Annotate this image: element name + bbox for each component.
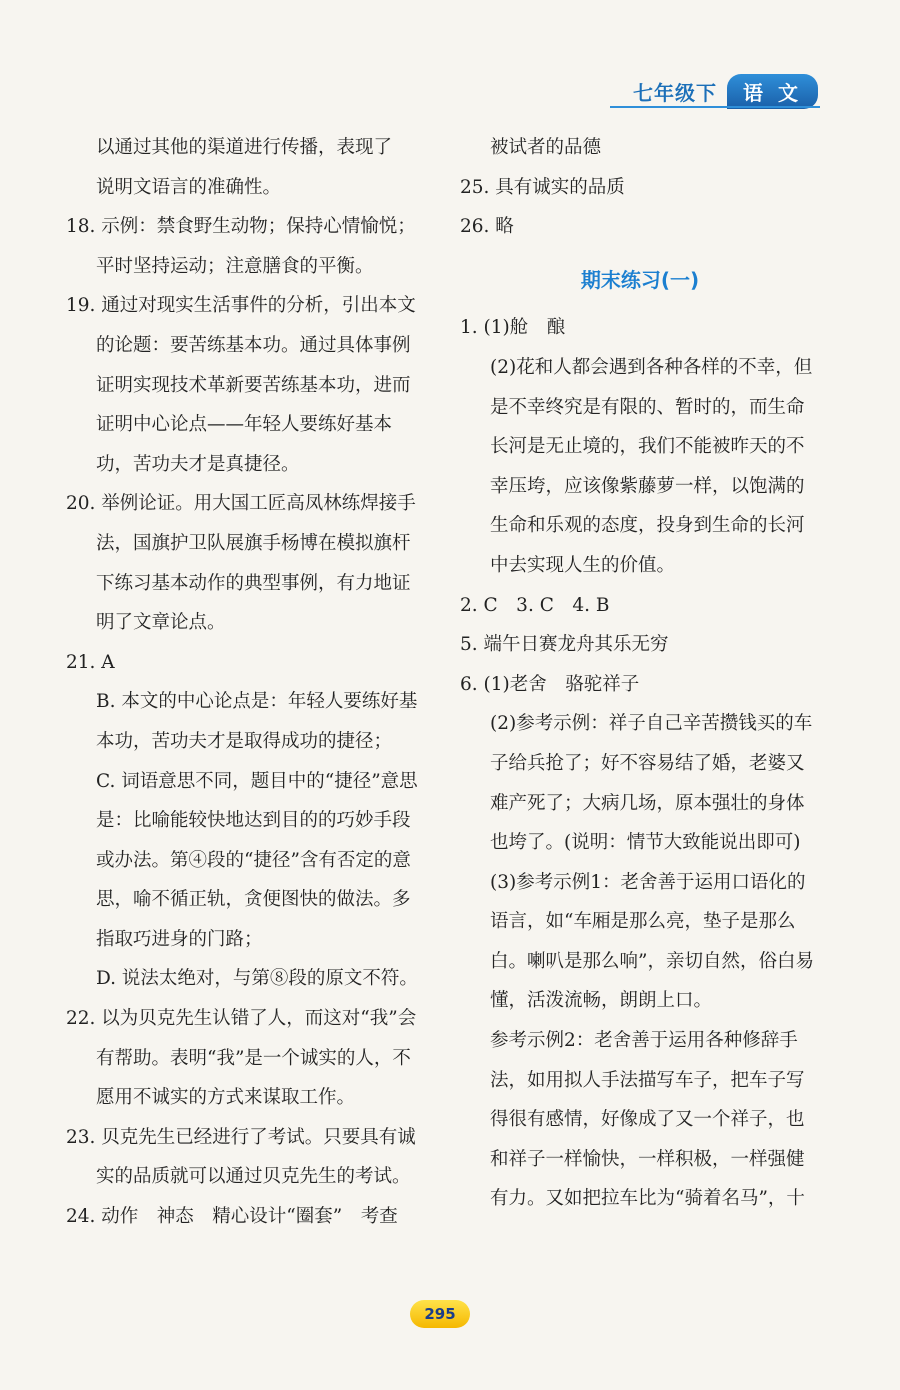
answer-paragraph: 1. (1)舱 酿 xyxy=(460,317,566,339)
answer-paragraph: 21. A xyxy=(66,651,115,673)
answer-paragraph: 25. 具有诚实的品质 xyxy=(460,176,625,198)
left-column xyxy=(66,128,428,1237)
answer-paragraph: (2)花和人都会遇到各种各样的不幸，但是不幸终究是有限的、暂时的，而生命长河是无止境的，我们不能被昨天的不幸压垮，应该像紫藤萝一样，以饱满的生命和乐观的态度，投身到生命的长河中去实现人生的价值。 xyxy=(490,356,813,576)
answer-paragraph: B. 本文的中心论点是：年轻人要练好基本功，苦功夫才是取得成功的捷径； xyxy=(96,691,418,752)
header-rule xyxy=(610,106,820,108)
page-header xyxy=(633,74,818,108)
answer-paragraph: C. 词语意思不同，题目中的“捷径”意思是：比喻能较快地达到目的的巧妙手段或办法。第④段的“捷径”含有否定的意思，喻不循正轨，贪便图快的做法。多指取巧进身的门路； xyxy=(96,770,418,950)
answer-paragraph: 参考示例2：老舍善于运用各种修辞手法，如用拟人手法描写车子，把车子写得很有感情，好像成了又一个祥子，也和祥子一样愉快，一样积极，一样强健有力。又如把拉车比为“骑着名马”，十 xyxy=(490,1030,805,1210)
answer-paragraph: 2. C 3. C 4. B xyxy=(460,594,610,616)
subject-badge: 语 文 xyxy=(727,74,818,109)
grade-label: 七年级下 xyxy=(633,80,718,105)
section-title: 期末练习(一) xyxy=(580,267,700,292)
answer-paragraph: 23. 贝克先生已经进行了考试。只要具有诚实的品质就可以通过贝克先生的考试。 xyxy=(66,1126,416,1188)
answer-paragraph: 以通过其他的渠道进行传播，表现了 xyxy=(96,137,393,158)
answer-paragraph: (2)参考示例：祥子自己辛苦攒钱买的车子给兵抢了；好不容易结了婚，老婆又难产死了；大病几场，原本强壮的身体也垮了。(说明：情节大致能说出即可) xyxy=(490,713,813,854)
answer-paragraph: 24. 动作 神态 精心设计“圈套” 考查 xyxy=(66,1206,398,1228)
answer-paragraph: 22. 以为贝克先生认错了人，而这对“我”会有帮助。表明“我”是一个诚实的人，不愿用不诚实的方式来谋取工作。 xyxy=(66,1008,417,1109)
page-number: 295 xyxy=(410,1300,470,1328)
answer-paragraph: 20. 举例论证。用大国工匠高凤林练焊接手法，国旗护卫队展旗手杨博在模拟旗杆下练习基本动作的典型事例，有力地证明了文章论点。 xyxy=(66,493,416,634)
answer-paragraph: 说明文语言的准确性。 xyxy=(96,176,282,198)
answer-paragraph: D. 说法太绝对，与第⑧段的原文不符。 xyxy=(96,968,418,990)
answer-paragraph: 26. 略 xyxy=(460,216,514,238)
answer-paragraph: 18. 示例：禁食野生动物；保持心情愉悦；平时坚持运动；注意膳食的平衡。 xyxy=(66,216,416,277)
answer-paragraph: (3)参考示例1：老舍善于运用口语化的语言，如“车厢是那么亮，垫子是那么白。喇叭是那么响”，亲切自然，俗白易懂，活泼流畅，朗朗上口。 xyxy=(490,871,814,1012)
answer-paragraph: 5. 端午日赛龙舟其乐无穷 xyxy=(460,634,669,656)
answer-paragraph: 19. 通过对现实生活事件的分析，引出本文的论题：要苦练基本功。通过具体事例证明实现技术革新要苦练基本功，进而证明中心论点——年轻人要练好基本功，苦功夫才是真捷径。 xyxy=(66,295,416,475)
right-column xyxy=(460,128,820,1219)
answer-paragraph: 6. (1)老舍 骆驼祥子 xyxy=(460,673,640,695)
answer-paragraph: 被试者的品德 xyxy=(490,137,602,158)
